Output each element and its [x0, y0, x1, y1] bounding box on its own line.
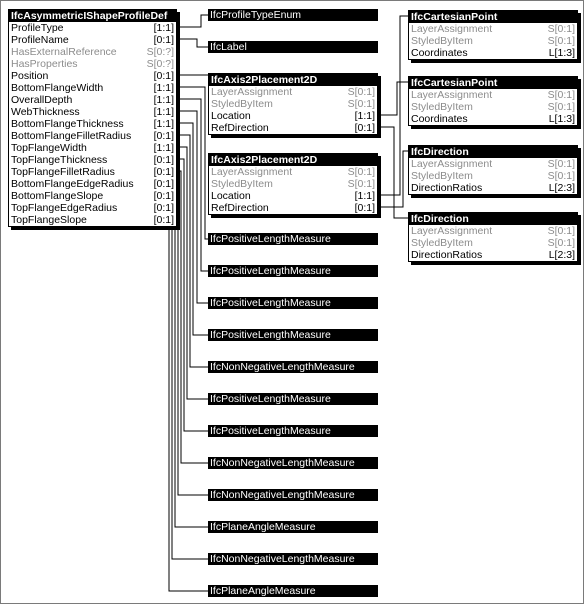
- attribute-row[interactable]: [9, 94, 176, 106]
- attribute-cardinality: S[0:1]: [347, 86, 375, 98]
- attribute-row[interactable]: [9, 154, 176, 166]
- attribute-row[interactable]: [9, 70, 176, 82]
- attribute-cardinality: [0:1]: [153, 166, 174, 178]
- entity-ifcasymmetricishapeprofiledef[interactable]: [8, 9, 177, 227]
- attribute-cardinality: [0:1]: [153, 34, 174, 46]
- attribute-cardinality: [0:1]: [354, 202, 375, 214]
- attribute-cardinality: [1:1]: [153, 118, 174, 130]
- entity-ifccartesianpoint[interactable]: [408, 10, 578, 60]
- attribute-row[interactable]: [409, 225, 577, 237]
- type-box[interactable]: IfcNonNegativeLengthMeasure: [208, 489, 378, 501]
- attribute-list: [409, 89, 577, 125]
- attribute-list: [9, 22, 176, 226]
- attribute-cardinality: S[0:1]: [547, 158, 575, 170]
- attribute-row[interactable]: [409, 182, 577, 194]
- attribute-name: TopFlangeThickness: [11, 154, 108, 166]
- attribute-name: LayerAssignment: [211, 166, 293, 178]
- attribute-cardinality: [0:1]: [153, 154, 174, 166]
- attribute-cardinality: [0:1]: [153, 202, 174, 214]
- attribute-row[interactable]: [209, 98, 377, 110]
- type-box[interactable]: IfcNonNegativeLengthMeasure: [208, 361, 378, 373]
- entity-title: IfcAxis2Placement2D: [209, 74, 377, 86]
- attribute-cardinality: L[1:3]: [548, 47, 575, 59]
- attribute-row[interactable]: [409, 113, 577, 125]
- attribute-cardinality: S[0:1]: [347, 98, 375, 110]
- entity-title: IfcCartesianPoint: [409, 11, 577, 23]
- attribute-name: LayerAssignment: [411, 89, 493, 101]
- type-box[interactable]: IfcPositiveLengthMeasure: [208, 233, 378, 245]
- attribute-row[interactable]: [209, 110, 377, 122]
- connector-line: [177, 39, 208, 47]
- attribute-row[interactable]: [409, 237, 577, 249]
- attribute-row[interactable]: [409, 35, 577, 47]
- attribute-row[interactable]: [409, 23, 577, 35]
- attribute-cardinality: [0:1]: [153, 178, 174, 190]
- attribute-cardinality: S[0:1]: [547, 23, 575, 35]
- attribute-name: HasProperties: [11, 58, 78, 70]
- attribute-name: StyledByItem: [211, 178, 273, 190]
- attribute-row[interactable]: [9, 22, 176, 34]
- attribute-cardinality: [0:1]: [153, 70, 174, 82]
- attribute-name: ProfileType: [11, 22, 64, 34]
- attribute-name: Coordinates: [411, 47, 468, 59]
- type-box[interactable]: IfcPositiveLengthMeasure: [208, 393, 378, 405]
- attribute-name: Coordinates: [411, 113, 468, 125]
- entity-ifcaxis2placement2d[interactable]: [208, 153, 378, 215]
- attribute-cardinality: [1:1]: [354, 190, 375, 202]
- type-box[interactable]: IfcPositiveLengthMeasure: [208, 425, 378, 437]
- attribute-cardinality: [1:1]: [354, 110, 375, 122]
- connector-line: [378, 82, 408, 115]
- attribute-cardinality: [1:1]: [153, 142, 174, 154]
- attribute-list: [209, 86, 377, 134]
- attribute-row[interactable]: [9, 178, 176, 190]
- attribute-cardinality: [0:1]: [153, 130, 174, 142]
- attribute-row[interactable]: [209, 178, 377, 190]
- attribute-row[interactable]: [209, 166, 377, 178]
- type-box[interactable]: IfcNonNegativeLengthMeasure: [208, 553, 378, 565]
- attribute-name: StyledByItem: [411, 237, 473, 249]
- attribute-cardinality: L[2:3]: [548, 182, 575, 194]
- entity-title: IfcDirection: [409, 213, 577, 225]
- connector-line: [378, 151, 408, 207]
- attribute-row[interactable]: [409, 47, 577, 59]
- attribute-row[interactable]: [9, 106, 176, 118]
- connector-line: [177, 15, 208, 27]
- entity-ifcdirection[interactable]: [408, 145, 578, 195]
- attribute-row[interactable]: [9, 214, 176, 226]
- attribute-list: [209, 166, 377, 214]
- attribute-row[interactable]: [409, 89, 577, 101]
- attribute-row[interactable]: [409, 170, 577, 182]
- type-box[interactable]: IfcProfileTypeEnum: [208, 9, 378, 21]
- attribute-row[interactable]: [9, 190, 176, 202]
- attribute-row[interactable]: [9, 82, 176, 94]
- attribute-name: RefDirection: [211, 202, 269, 214]
- attribute-cardinality: S[0:1]: [547, 237, 575, 249]
- attribute-name: TopFlangeSlope: [11, 214, 87, 226]
- attribute-name: StyledByItem: [411, 101, 473, 113]
- entity-ifcdirection-refdirection[interactable]: [408, 212, 578, 262]
- attribute-name: Position: [11, 70, 49, 82]
- attribute-name: OverallDepth: [11, 94, 73, 106]
- attribute-name: DirectionRatios: [411, 249, 483, 261]
- entity-title: IfcDirection: [409, 146, 577, 158]
- attribute-name: RefDirection: [211, 122, 269, 134]
- attribute-cardinality: S[0:1]: [547, 89, 575, 101]
- attribute-row[interactable]: [9, 166, 176, 178]
- attribute-name: BottomFlangeThickness: [11, 118, 124, 130]
- attribute-cardinality: [1:1]: [153, 94, 174, 106]
- attribute-name: Location: [211, 110, 251, 122]
- attribute-name: WebThickness: [11, 106, 80, 118]
- attribute-row[interactable]: [9, 130, 176, 142]
- type-box[interactable]: IfcLabel: [208, 41, 378, 53]
- attribute-cardinality: [0:1]: [153, 214, 174, 226]
- attribute-cardinality: [1:1]: [153, 82, 174, 94]
- attribute-row[interactable]: [9, 34, 176, 46]
- attribute-name: ProfileName: [11, 34, 69, 46]
- attribute-name: BottomFlangeEdgeRadius: [11, 178, 134, 190]
- type-box[interactable]: IfcPositiveLengthMeasure: [208, 265, 378, 277]
- type-box[interactable]: IfcPlaneAngleMeasure: [208, 585, 378, 597]
- type-box[interactable]: IfcPositiveLengthMeasure: [208, 329, 378, 341]
- attribute-list: [409, 158, 577, 194]
- attribute-cardinality: [0:1]: [153, 190, 174, 202]
- attribute-name: LayerAssignment: [411, 23, 493, 35]
- attribute-row[interactable]: [209, 202, 377, 214]
- attribute-name: BottomFlangeSlope: [11, 190, 104, 202]
- attribute-name: DirectionRatios: [411, 182, 483, 194]
- attribute-name: StyledByItem: [411, 170, 473, 182]
- attribute-row[interactable]: [9, 142, 176, 154]
- attribute-name: HasExternalReference: [11, 46, 117, 58]
- attribute-row[interactable]: [409, 158, 577, 170]
- attribute-cardinality: S[0:?]: [146, 46, 174, 58]
- attribute-cardinality: L[1:3]: [548, 113, 575, 125]
- attribute-list: [409, 23, 577, 59]
- connector-line: [175, 195, 208, 527]
- attribute-name: Location: [211, 190, 251, 202]
- attribute-name: LayerAssignment: [411, 225, 493, 237]
- attribute-row[interactable]: [209, 190, 377, 202]
- entity-ifcaxis2placement2d-position[interactable]: [208, 73, 378, 135]
- attribute-name: StyledByItem: [411, 35, 473, 47]
- attribute-cardinality: S[0:1]: [347, 178, 375, 190]
- attribute-cardinality: S[0:1]: [547, 35, 575, 47]
- attribute-name: LayerAssignment: [411, 158, 493, 170]
- attribute-name: TopFlangeFilletRadius: [11, 166, 115, 178]
- attribute-name: BottomFlangeFilletRadius: [11, 130, 132, 142]
- attribute-row[interactable]: [9, 118, 176, 130]
- attribute-cardinality: S[0:?]: [146, 58, 174, 70]
- attribute-cardinality: S[0:1]: [547, 170, 575, 182]
- attribute-cardinality: [1:1]: [153, 22, 174, 34]
- type-box[interactable]: IfcPositiveLengthMeasure: [208, 297, 378, 309]
- attribute-row[interactable]: [9, 46, 176, 58]
- attribute-row[interactable]: [9, 58, 176, 70]
- attribute-name: TopFlangeWidth: [11, 142, 87, 154]
- attribute-row[interactable]: [409, 101, 577, 113]
- attribute-row[interactable]: [209, 122, 377, 134]
- attribute-cardinality: L[2:3]: [548, 249, 575, 261]
- attribute-cardinality: S[0:1]: [347, 166, 375, 178]
- attribute-cardinality: [0:1]: [354, 122, 375, 134]
- attribute-name: LayerAssignment: [211, 86, 293, 98]
- attribute-cardinality: S[0:1]: [547, 225, 575, 237]
- attribute-name: TopFlangeEdgeRadius: [11, 202, 118, 214]
- attribute-cardinality: [1:1]: [153, 106, 174, 118]
- entity-ifccartesianpoint-location[interactable]: [408, 76, 578, 126]
- attribute-list: [409, 225, 577, 261]
- attribute-row[interactable]: [409, 249, 577, 261]
- attribute-name: BottomFlangeWidth: [11, 82, 104, 94]
- entity-title: IfcAsymmetricIShapeProfileDef: [9, 10, 176, 22]
- entity-title: IfcCartesianPoint: [409, 77, 577, 89]
- attribute-row[interactable]: [209, 86, 377, 98]
- type-box[interactable]: IfcPlaneAngleMeasure: [208, 521, 378, 533]
- attribute-name: StyledByItem: [211, 98, 273, 110]
- entity-title: IfcAxis2Placement2D: [209, 154, 377, 166]
- attribute-cardinality: S[0:1]: [547, 101, 575, 113]
- type-box[interactable]: IfcNonNegativeLengthMeasure: [208, 457, 378, 469]
- attribute-row[interactable]: [9, 202, 176, 214]
